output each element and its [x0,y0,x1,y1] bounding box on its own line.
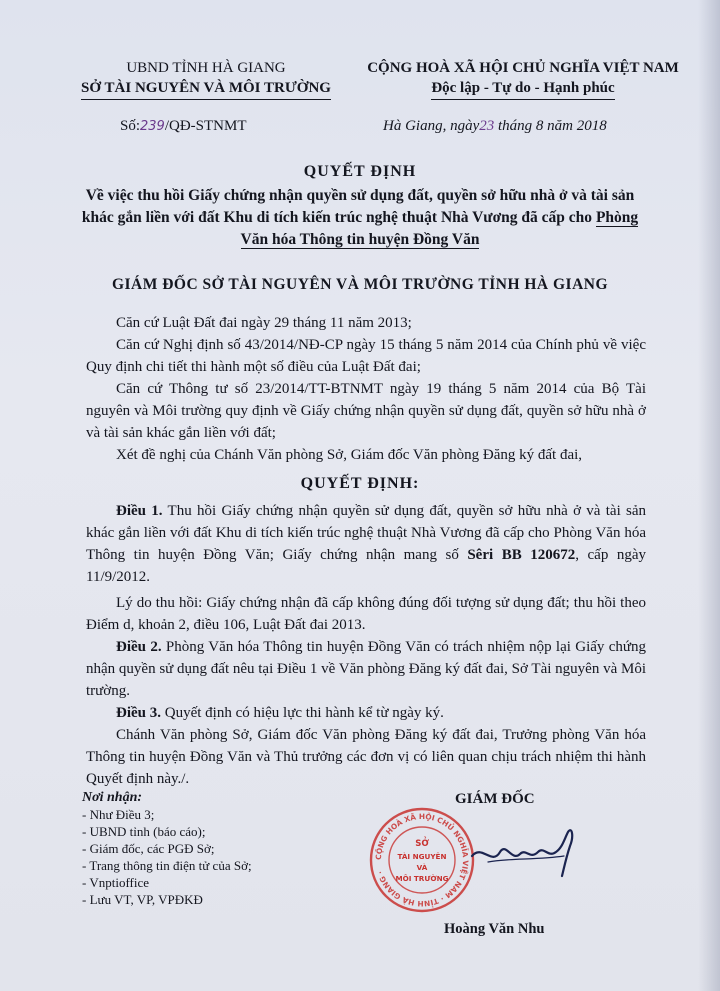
doc-number-suffix: /QĐ-STNMT [164,118,247,134]
signer-name: Hoàng Văn Nhu [444,921,545,937]
article-3-text: Quyết định có hiệu lực thi hành kể từ ngày ký. [161,705,444,721]
recipient-item: - Trang thông tin điện tử của Sở; [82,858,252,873]
director-title: GIÁM ĐỐC SỞ TÀI NGUYÊN VÀ MÔI TRƯỜNG TỈNH HÀ GIANG [111,276,609,293]
document-number [120,118,247,135]
handwritten-signature [468,822,588,882]
seal-center-line: SỞ [415,839,429,849]
basis-proposal: Xét đề nghị của Chánh Văn phòng Sở, Giám đốc Văn phòng Đăng ký đất đai, [116,447,583,463]
recipient-item: - Như Điều 3; [82,807,155,822]
date-day-handwritten: 23 [479,118,495,134]
decision-heading: QUYẾT ĐỊNH: [300,475,420,492]
national-header [358,58,688,100]
date-suffix: tháng 8 năm 2018 [498,118,607,134]
doc-number-prefix: Số: [120,118,141,134]
national-name: CỘNG HOÀ XÃ HỘI CHỦ NGHĨA VIỆT NAM [367,60,679,76]
recipient-item: - Giám đốc, các PGĐ Sở; [82,841,215,856]
article-1-label: Điều 1. [116,503,163,519]
legal-basis [86,312,646,466]
official-seal [368,806,476,914]
seal-ring-text: CỘNG HOÀ XÃ HỘI CHỦ NGHĨA VIỆT NAM · TỈNH HÀ GIANG · [373,811,471,909]
seal-center-line: MÔI TRƯỜNG [395,874,449,883]
recipient-item: - UBND tỉnh (báo cáo); [82,824,206,839]
article-2-text: Phòng Văn hóa Thông tin huyện Đồng Văn có trách nhiệm nộp lại Giấy chứng nhận quyền sử dụng đất nêu tại Điều 1 về Văn phòng Đăng ký đất đai, Sở Tài nguyên và Môi trường. [86,639,647,699]
subject-part1: Về việc thu hồi Giấy chứng nhận quyền sử dụng đất, quyền sở hữu nhà ở và tài sản khác gắn liền với đất Khu di tích kiến trúc nghệ thuật Nhà Vương đã cấp cho [81,187,635,226]
article-1-text: Thu hồi Giấy chứng nhận quyền sử dụng đất, quyền sở hữu nhà ở và tài sản khác gắn liền với đất Khu di tích kiến trúc nghệ thuật Nhà Vương đã cấp cho Phòng Văn hóa Thông tin huyện Đồng Văn; Giấy chứng nhận mang số [86,503,647,563]
basis-law: Căn cứ Luật Đất đai ngày 29 tháng 11 năm 2013; [116,315,412,331]
seal-center-line: TÀI NGUYÊN [397,852,447,861]
execution-clause: Chánh Văn phòng Sở, Giám đốc Văn phòng Đăng ký đất đai, Trưởng phòng Văn hóa Thông tin huyện Đồng Văn và Thủ trưởng các đơn vị có liên quan chịu trách nhiệm thi hành Quyết định này./. [86,727,646,787]
article-2 [86,636,646,702]
issuer-header [56,58,356,100]
basis-circular: Căn cứ Thông tư số 23/2014/TT-BTNMT ngày 19 tháng 5 năm 2014 của Bộ Tài nguyên và Môi trường quy định về Giấy chứng nhận quyền sử dụng đất, quyền sở hữu nhà ở và tài sản khác gắn liền với đất; [86,381,646,441]
article-2-label: Điều 2. [116,639,162,655]
article-3-label: Điều 3. [116,705,161,721]
article-1-serial: Sêri BB 120672 [467,547,576,563]
page-fold-shadow [698,0,720,991]
issuer-agency: SỞ TÀI NGUYÊN VÀ MÔI TRƯỜNG [81,78,331,100]
date-prefix: Hà Giang, ngày [383,118,480,134]
article-1 [86,500,646,588]
issuer-parent: UBND TỈNH HÀ GIANG [126,60,286,76]
revocation-reason: Lý do thu hồi: Giấy chứng nhận đã cấp không đúng đối tượng sử dụng đất; thu hồi theo Điểm d, khoản 2, điều 106, Luật Đất đai 2013. [86,595,646,633]
national-motto: Độc lập - Tự do - Hạnh phúc [431,78,614,100]
document-title: QUYẾT ĐỊNH [303,163,417,180]
article-3 [86,702,646,724]
basis-decree: Căn cứ Nghị định số 43/2014/NĐ-CP ngày 15 tháng 5 năm 2014 của Chính phủ về việc Quy định chi tiết thi hành một số điều của Luật Đất đai; [86,337,646,375]
document-subject [70,185,650,251]
signer-title: GIÁM ĐỐC [455,791,535,807]
decision-articles [86,500,646,790]
seal-center-line: VÀ [416,863,428,872]
doc-number-handwritten: 239 [140,119,165,134]
recipients-heading: Nơi nhận: [82,790,143,805]
subject-part2: Phòng Văn hóa Thông tin huyện Đồng Văn [240,209,639,248]
recipient-item: - Lưu VT, VP, VPĐKĐ [82,892,203,907]
recipients-block [82,789,252,908]
article-1-tail: , cấp ngày 11/9/2012. [86,547,646,585]
recipient-item: - Vnptioffice [82,875,150,890]
document-date [383,118,607,135]
